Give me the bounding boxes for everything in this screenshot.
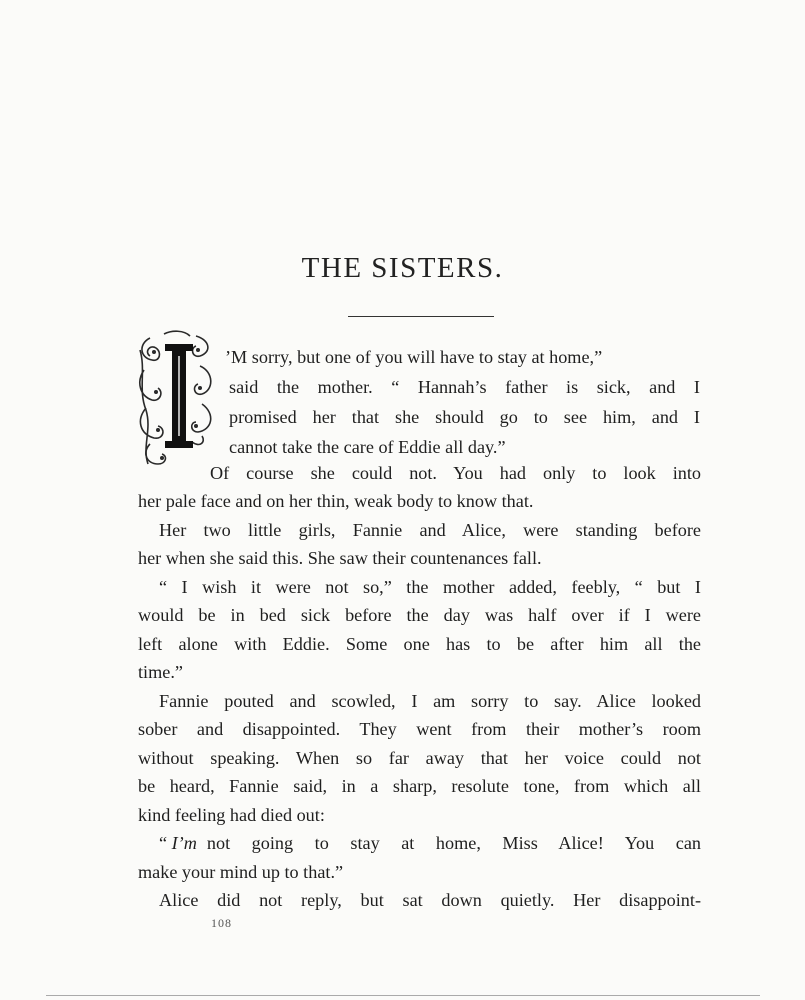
text-line-7: Her two little girls, Fannie and Alice, were standing before xyxy=(159,520,701,540)
text-line-10: would be in bed sick before the day was half over if I were xyxy=(138,605,701,625)
chapter-title: THE SISTERS. xyxy=(301,252,504,284)
text-line-17: kind feeling had died out: xyxy=(138,805,325,825)
text-line-20: Alice did not reply, but sat down quietly. Her disappoint- xyxy=(159,890,701,910)
text-line-18 xyxy=(159,832,701,854)
text-line-8: her when she said this. She saw their countenances fall. xyxy=(138,548,542,568)
text-line-9: “ I wish it were not so,” the mother added, feebly, “ but I xyxy=(159,577,701,597)
text-line-5: Of course she could not. You had only to look into xyxy=(210,463,701,483)
text-line-6: her pale face and on her thin, weak body to know that. xyxy=(138,491,534,511)
drop-cap-ornament-icon xyxy=(136,330,218,470)
text-line-11: left alone with Eddie. Some one has to be after him all the xyxy=(138,634,701,654)
italic-emphasis: I’m xyxy=(171,833,197,853)
line-18-rest: not going to stay at home, Miss Alice! You can xyxy=(206,833,701,853)
text-line-15: without speaking. When so far away that her voice could not xyxy=(138,748,701,768)
page-number: 108 xyxy=(211,916,232,930)
title-rule xyxy=(348,316,494,317)
text-line-3: promised her that she should go to see him, and I xyxy=(229,407,700,427)
line-18-quote: “ I’m xyxy=(159,833,197,853)
text-line-13: Fannie pouted and scowled, I am sorry to say. Alice looked xyxy=(159,691,701,711)
text-line-1: ’M sorry, but one of you will have to stay at home,” xyxy=(225,347,603,367)
text-line-4: cannot take the care of Eddie all day.” xyxy=(229,437,506,457)
ornamental-drop-cap xyxy=(136,330,218,470)
text-line-2: said the mother. “ Hannah’s father is sick, and I xyxy=(229,377,700,397)
text-line-19: make your mind up to that.” xyxy=(138,862,344,882)
text-line-12: time.” xyxy=(138,662,183,682)
text-line-14: sober and disappointed. They went from their mother’s room xyxy=(138,719,701,739)
page-bottom-rule xyxy=(46,995,760,996)
text-line-16: be heard, Fannie said, in a sharp, resolute tone, from which all xyxy=(138,776,701,796)
